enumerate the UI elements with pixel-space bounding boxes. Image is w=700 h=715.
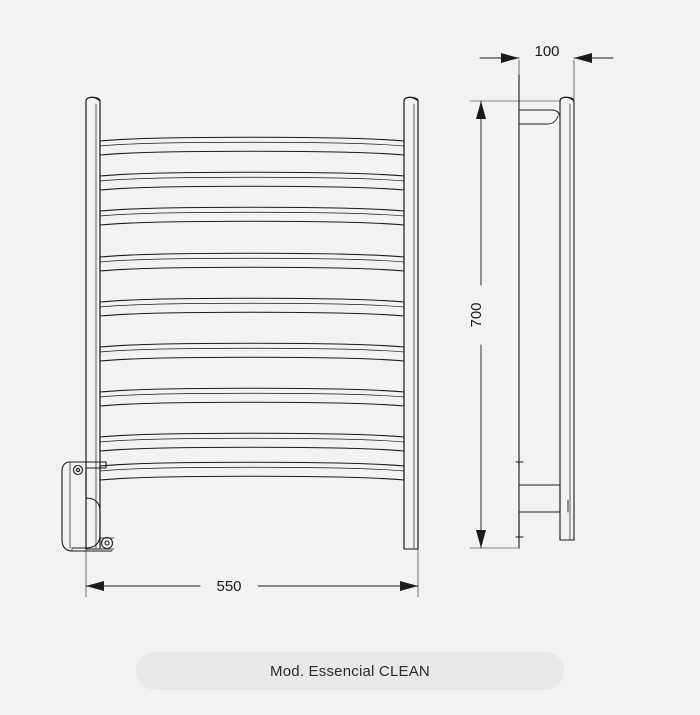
model-caption-label: Mod. Essencial CLEAN [270,662,430,680]
front-view-group [62,97,418,551]
model-caption-pill [136,652,564,690]
side-view-group [516,75,574,548]
dimension-label-depth: 100 [534,43,560,60]
dimension-label-width: 550 [216,578,242,595]
dimension-lines [86,53,613,597]
dimension-label-height: 700 [468,302,485,328]
